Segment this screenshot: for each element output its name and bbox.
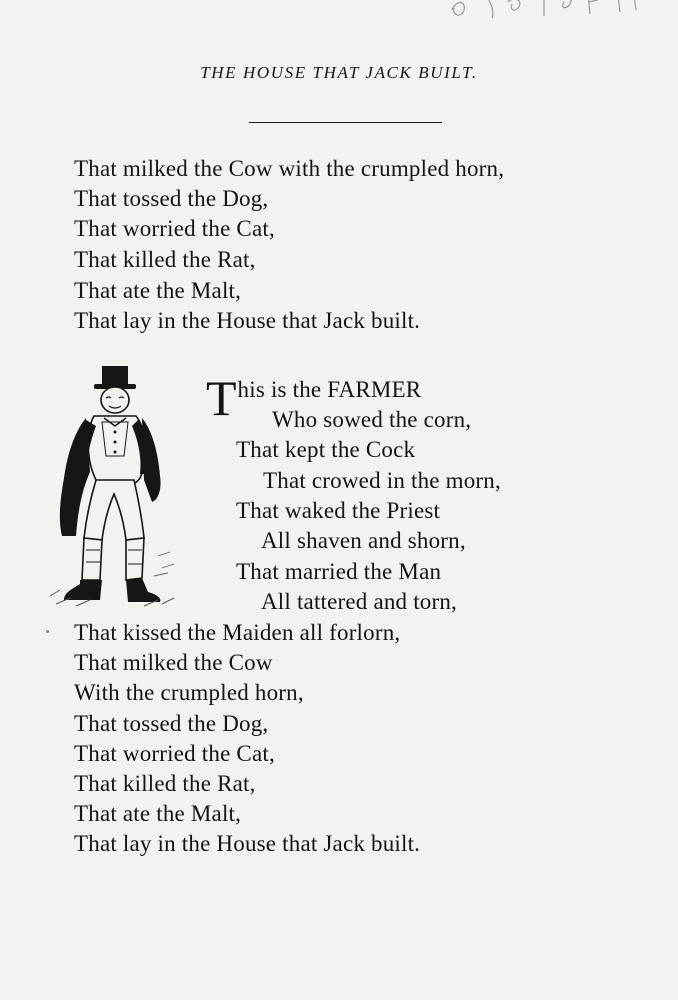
verse-line: All tattered and torn, bbox=[261, 589, 458, 614]
verse-line: That kissed the Maiden all forlorn, bbox=[74, 620, 401, 645]
verse-line: That milked the Cow with the crumpled horn, bbox=[74, 156, 505, 181]
verse-line: That waked the Priest bbox=[236, 498, 441, 523]
verse-line: That tossed the Dog, bbox=[74, 186, 269, 211]
verse-line: That milked the Cow bbox=[74, 650, 273, 675]
verse-line: All shaven and shorn, bbox=[261, 528, 466, 553]
drop-cap-letter: T bbox=[206, 370, 237, 426]
pencil-annotation-mark bbox=[448, 0, 648, 22]
verse-line: With the crumpled horn, bbox=[74, 680, 304, 705]
verse-line: That lay in the House that Jack built. bbox=[74, 831, 421, 856]
verse-line: That ate the Malt, bbox=[74, 278, 242, 303]
farmer-illustration-icon bbox=[46, 360, 180, 610]
verse-line: That killed the Rat, bbox=[74, 771, 256, 796]
verse-line: That worried the Cat, bbox=[74, 741, 275, 766]
verse-line: That ate the Malt, bbox=[74, 801, 242, 826]
verse-line: Who sowed the corn, bbox=[272, 407, 472, 432]
verse-line: That kept the Cock bbox=[236, 437, 416, 462]
verse-line: That worried the Cat, bbox=[74, 216, 275, 241]
stray-print-dot bbox=[46, 630, 49, 633]
verse-line: That married the Man bbox=[236, 559, 442, 584]
verse-line: That tossed the Dog, bbox=[74, 711, 269, 736]
running-title: THE HOUSE THAT JACK BUILT. bbox=[200, 63, 478, 82]
verse-line: That crowed in the morn, bbox=[263, 468, 501, 493]
verse-line: his is the FARMER bbox=[237, 377, 422, 402]
title-rule-divider bbox=[249, 122, 442, 123]
verse-line: That lay in the House that Jack built. bbox=[74, 308, 421, 333]
verse-line: That killed the Rat, bbox=[74, 247, 256, 272]
